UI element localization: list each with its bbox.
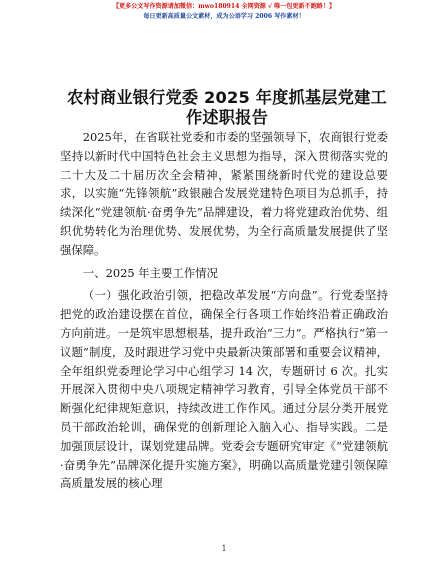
- document-title: 农村商业银行党委 2025 年度抓基层党建工作述职报告: [67, 88, 387, 127]
- promo-banner-line2: 每日更新高质量公文素材，成为公语学习 2006 写作素材！: [143, 13, 305, 20]
- document-body: [60, 128, 388, 493]
- section-paragraph: （一）强化政治引领，把稳改革发展“方向盘”。行党委坚持把党的政治建设摆在首位，确保全行各项工作始终沿着正确政治方向前进。一是筑牢思想根基，提升政治“三力”。严格执行“第一议题”制度，及时跟进学习党中央最新决策部署和重要会议精神，全年组织党委理论学习中心组学习 14 次，专题研讨 6 次。扎实开展深入贯彻中央八项规定精神学习教育，引导全体党员干部不断强化纪律规矩意识，持续改进工作作风。通过分层分类开展党员干部政治轮训，确保党的创新理论入脑入心、指导实践。二是加强顶层设计，谋划党建品牌。党委会专题研究审定《“党建领航·奋勇争先”品牌深化提升实施方案》，明确以高质量党建引领保障高质量发展的核心理: [60, 288, 388, 491]
- promo-banner-line1: 【更多公文写作资源请加微信：mwo180914 全网资源 √ 唯一包更新不跑路！】: [112, 3, 336, 10]
- intro-paragraph: 2025年，在省联社党委和市委的坚强领导下，农商银行党委坚持以新时代中国特色社会主义思想为指导，深入贯彻落实党的二十大及二十届历次全会精神，紧紧围绕新时代党的建设总要求，以实施“先锋领航”政银融合发展党建特色项目为总抓手，持续深化“党建领航·奋勇争先”品牌建设，着力将党建政治优势、组织优势转化为治理优势、发展优势，为全行高质量发展提供了坚强保障。: [60, 130, 388, 257]
- page-number: 1: [221, 544, 227, 553]
- section-heading: 一、2025 年主要工作情况: [82, 265, 218, 280]
